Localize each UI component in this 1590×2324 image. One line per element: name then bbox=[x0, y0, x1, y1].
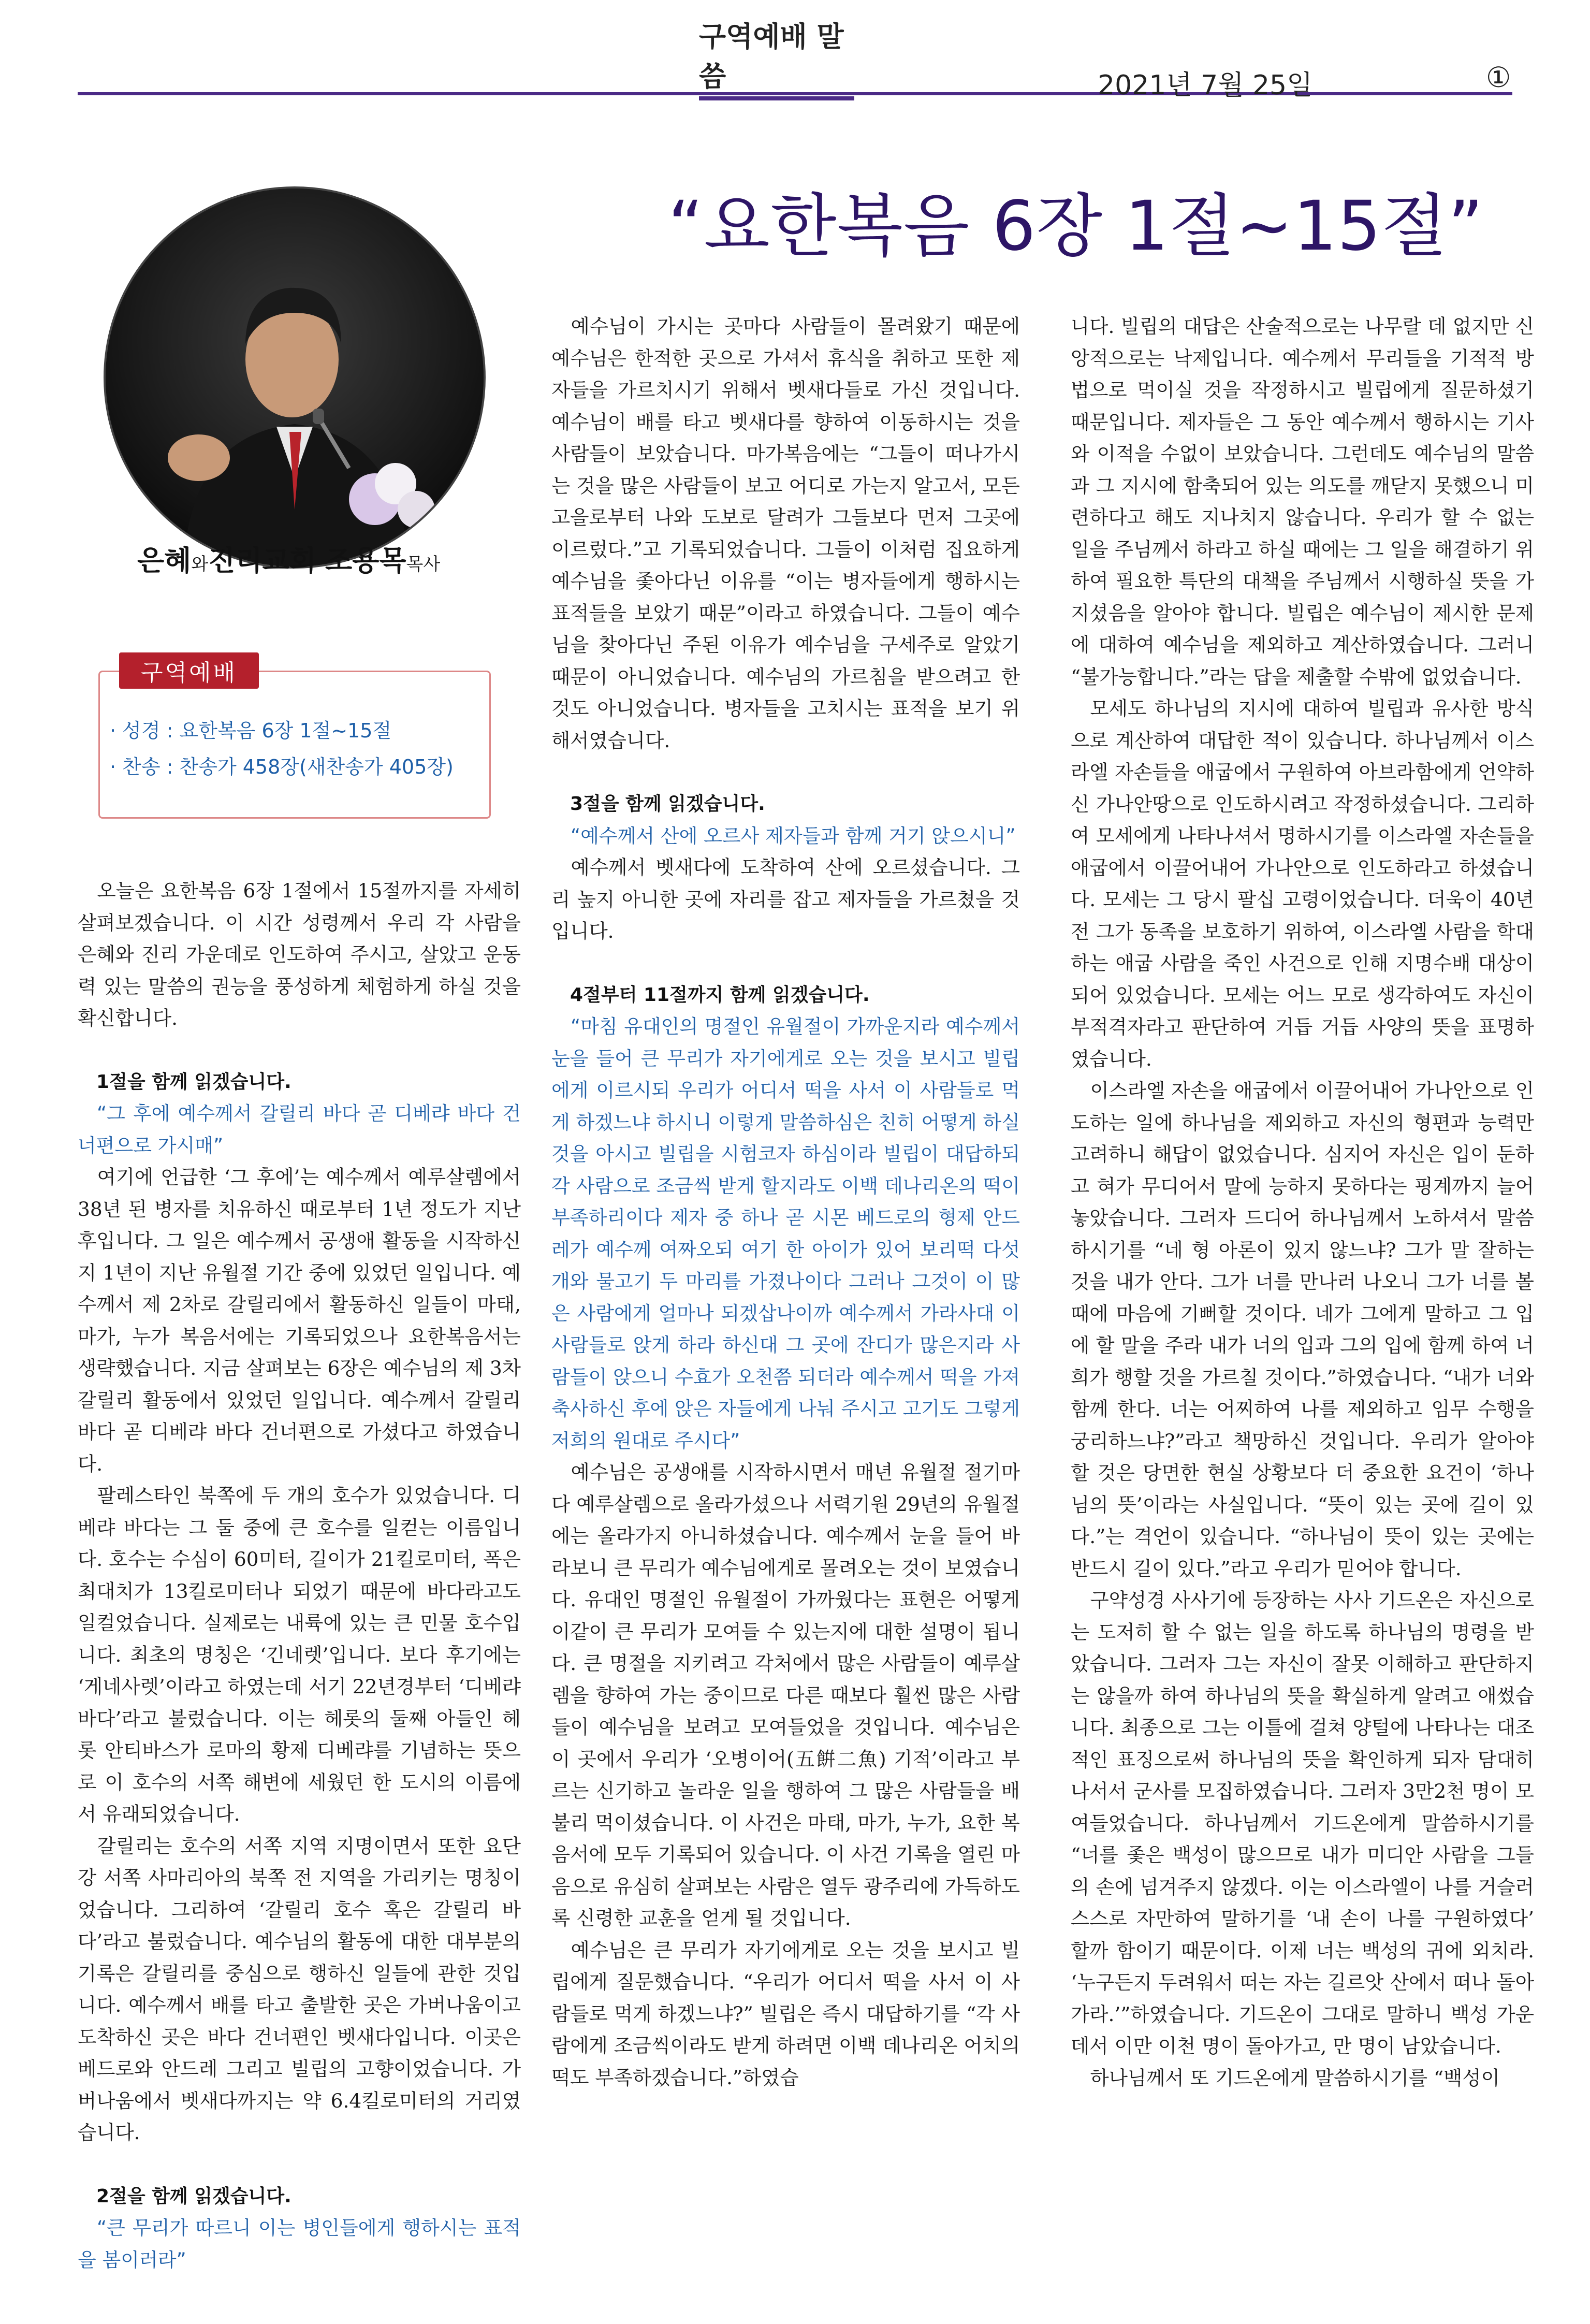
pastor-title: 목사 bbox=[406, 554, 441, 575]
worship-info-box bbox=[98, 652, 492, 818]
scripture-reference: · 성경 : 요한복음 6장 1절~15절 bbox=[110, 719, 392, 742]
pastor-name: 조용목 bbox=[325, 544, 406, 577]
section-heading: 4절부터 11절까지 함께 읽겠습니다. bbox=[570, 984, 870, 1006]
section-heading: 3절을 함께 읽겠습니다. bbox=[570, 793, 765, 815]
paragraph: 구약성경 사사기에 등장하는 사사 기드온은 자신으로는 도저히 할 수 없는 일을 하도록 하나님의 명령을 받았습니다. 그러자 그는 자신이 잘못 이해하고 판단하지는 않을까 하여 하나님의 뜻을 확실하게 알려고 애썼습니다. 최종으로 그는 이틀에 걸쳐 양털에 나타나는 대조적인 표징으로써 하나님의 뜻을 확인하게 되자 담대히 나서서 군사를 모집하였습니다. 그러자 3만2천 명이 모여들었습니다. 하나님께서 기드온에게 말씀하시기를 “너를 좇은 백성이 많으므로 내가 미디안 사람을 그들의 손에 넘겨주지 않겠다. 이는 이스라엘이 나를 거슬러 스스로 자만하여 말하기를 ‘내 손이 나를 구원하였다’ 할까 함이기 때문이다. 이제 너는 백성의 귀에 외치라. ‘누구든지 두려워서 떠는 자는 길르앗 산에서 떠나 돌아가라.’”하였습니다. 기드온이 그대로 말하니 백성 가운데서 이만 이천 명이 돌아가고, 만 명이 남았습니다. bbox=[1071, 1589, 1534, 2057]
section-heading: 1절을 함께 읽겠습니다. bbox=[96, 1071, 291, 1093]
paragraph: 이스라엘 자손을 애굽에서 이끌어내어 가나안으로 인도하는 일에 하나님을 제외하고 자신의 형편과 능력만 고려하니 해답이 없었습니다. 심지어 자신은 입이 둔하고 혀가 무디어서 말에 능하지 못하다는 핑계까지 늘어놓았습니다. 그러자 드디어 하나님께서 노하셔서 말씀하시기를 “네 형 아론이 있지 않느냐? 그가 말 잘하는 것을 내가 안다. 그가 너를 만나러 나오니 그가 너를 볼 때에 마음에 기뻐할 것이다. 네가 그에게 말하고 그 입에 할 말을 주라 내가 너의 입과 그의 입에 함께 하여 너희가 행할 것을 가르칠 것이다.”하였습니다. “내가 너와 함께 한다. 너는 어찌하여 나를 제외하고 임무 수행을 궁리하느냐?”라고 책망하신 것입니다. 우리가 알아야 할 것은 당면한 현실 상황보다 더 중요한 요건이 ‘하나님의 뜻’이라는 사실입니다. “뜻이 있는 곳에 길이 있다.”는 격언이 있습니다. “하나님이 뜻이 있는 곳에는 반드시 길이 있다.”라고 우리가 믿어야 합니다. bbox=[1071, 1079, 1534, 1580]
bulletin-title: 구역예배 말씀 bbox=[699, 58, 854, 100]
scripture-quote: “큰 무리가 따르니 이는 병인들에게 행하시는 표적을 봄이러라” bbox=[78, 2217, 521, 2271]
scripture-quote: “그 후에 예수께서 갈릴리 바다 곧 디베랴 바다 건너편으로 가시매” bbox=[78, 1102, 521, 1157]
paragraph: 예수님은 큰 무리가 자기에게로 오는 것을 보시고 빌립에게 질문했습니다. “우리가 어디서 떡을 사서 이 사람들로 먹게 하겠느냐?” 빌립은 즉시 대답하기를 “각 사람에게 조금씩이라도 받게 하려면 이백 데나리온 어치의 떡도 부족하겠습니다.”하였습 bbox=[551, 1938, 1020, 2089]
paragraph: 팔레스타인 북쪽에 두 개의 호수가 있었습니다. 디베랴 바다는 그 둘 중에 큰 호수를 일컫는 이름입니다. 호수는 수심이 60미터, 길이가 21킬로미터, 폭은 최대치가 13킬로미터나 되었기 때문에 바다라고도 일컬었습니다. 실제로는 내륙에 있는 큰 민물 호수입니다. 최초의 명칭은 ‘긴네렛’입니다. 보다 후기에는 ‘게네사렛’이라고 하였는데 서기 22년경부터 ‘디베랴 바다’라고 불렀습니다. 이는 헤롯의 둘째 아들인 헤롯 안티바스가 로마의 황제 디베랴를 기념하는 뜻으로 이 호수의 서쪽 해변에 세웠던 한 도시의 이름에서 유래되었습니다. bbox=[78, 1484, 521, 1825]
church-name-part1: 은혜 bbox=[137, 544, 192, 577]
bulletin-date: 2021년 7월 25일 bbox=[1098, 70, 1313, 101]
paragraph: 갈릴리는 호수의 서쪽 지역 지명이면서 또한 요단강 서쪽 사마리아의 북쪽 전 지역을 가리키는 명칭이었습니다. 그리하여 ‘갈릴리 호수 혹은 갈릴리 바다’라고 불렀습니다. 예수님의 활동에 대한 대부분의 기록은 갈릴리를 중심으로 행하신 일들에 관한 것입니다. 예수께서 배를 타고 출발한 곳은 가버나움이고 도착하신 곳은 바다 건너편인 벳새다입니다. 이곳은 베드로와 안드레 그리고 빌립의 고향이었습니다. 가버나움에서 벳새다까지는 약 6.4킬로미터의 거리였습니다. bbox=[78, 1834, 521, 2144]
worship-info-label: 구역예배 bbox=[119, 652, 259, 689]
paragraph: 예수님은 공생애를 시작하시면서 매년 유월절 절기마다 예루살렘으로 올라가셨으나 서력기원 29년의 유월절에는 올라가지 아니하셨습니다. 예수께서 눈을 들어 바라보니 큰 무리가 예수님에게로 몰려오는 것이 보였습니다. 유대인 명절인 유월절이 가까웠다는 표현은 어떻게 이같이 큰 무리가 모여들 수 있는지에 대한 설명이 됩니다. 큰 명절을 지키려고 각처에서 많은 사람들이 예루살렘을 향하여 가는 중이므로 다른 때보다 훨씬 많은 사람들이 예수님을 보려고 모여들었을 것입니다. 예수님은 이 곳에서 우리가 ‘오병이어(五餠二魚) 기적’이라고 부르는 신기하고 놀라운 일을 행하여 그 많은 사람들을 배불리 먹이셨습니다. 이 사건은 마태, 마가, 누가, 요한 복음서에 모두 기록되어 있습니다. 이 사건 기록을 열린 마음으로 유심히 살펴보는 사람은 열두 광주리에 가득하도록 신령한 교훈을 얻게 될 것입니다. bbox=[551, 1461, 1020, 1929]
church-name-part2: 진리교회 bbox=[208, 544, 316, 577]
pastor-photo bbox=[104, 186, 486, 569]
scripture-quote: “마침 유대인의 명절인 유월절이 가까운지라 예수께서 눈을 들어 큰 무리가 자기에게로 오는 것을 보시고 빌립에게 이르시되 우리가 어디서 떡을 사서 이 사람들로 먹게 하겠느냐 하시니 이렇게 말씀하심은 친히 어떻게 하실 것을 아시고 빌립을 시험코자 하심이라 빌립이 대답하되 각 사람으로 조금씩 받게 할지라도 이백 데나리온의 떡이 부족하리이다 제자 중 하나 곧 시몬 베드로의 형제 안드레가 예수께 여짜오되 여기 한 아이가 있어 보리떡 다섯 개와 물고기 두 마리를 가졌나이다 그러나 그것이 이 많은 사람에게 얼마나 되겠삽나이까 예수께서 가라사대 이 사람들로 앉게 하라 하신대 그 곳에 잔디가 많은지라 사람들이 앉으니 수효가 오천쯤 되더라 예수께서 떡을 가져 축사하신 후에 앉은 자들에게 나눠 주시고 고기도 그렇게 저희의 원대로 주시다” bbox=[551, 1015, 1020, 1452]
paragraph: 여기에 언급한 ‘그 후에’는 예수께서 예루살렘에서 38년 된 병자를 치유하신 때로부터 1년 정도가 지난 후입니다. 그 일은 예수께서 공생애 활동을 시작하신 지 1년이 지난 유월절 기간 중에 있었던 일입니다. 예수께서 제 2차로 갈릴리에서 활동하신 일들이 마태, 마가, 누가 복음서에는 기록되었으나 요한복음서는 생략했습니다. 지금 살펴보는 6장은 예수님의 제 3차 갈릴리 활동에서 있었던 일입니다. 예수께서 갈릴리 바다 곧 디베랴 바다 건너편으로 가셨다고 하였습니다. bbox=[78, 1166, 521, 1475]
church-name-connector: 와 bbox=[191, 554, 209, 575]
paragraph: 니다. 빌립의 대답은 산술적으로는 나무랄 데 없지만 신앙적으로는 낙제입니다. 예수께서 무리들을 기적적 방법으로 먹이실 것을 작정하시고 빌립에게 질문하셨기 때문입니다. 제자들은 그 동안 예수께서 행하시는 기사와 이적을 수없이 보았습니다. 그런데도 예수님의 말씀과 그 지시에 함축되어 있는 의도를 깨닫지 못했으니 미련하다고 해도 지나치지 않습니다. 우리가 할 수 없는 일을 주님께서 하라고 하실 때에는 그 일을 해결하기 위하여 필요한 특단의 대책을 주님께서 시행하실 뜻을 가지셨음을 알아야 합니다. 빌립은 예수님이 제시한 문제에 대하여 예수님을 제외하고 계산하였습니다. 그러니 “불가능합니다.”라는 답을 제출할 수밖에 없었습니다. bbox=[1071, 315, 1534, 688]
worship-info-frame bbox=[98, 671, 491, 819]
column-3 bbox=[1071, 311, 1534, 2094]
paragraph: 하나님께서 또 기드온에게 말씀하시기를 “백성이 bbox=[1090, 2066, 1500, 2089]
sermon-title: “요한복음 6장 1절~15절” bbox=[668, 186, 1484, 266]
paragraph: 예수님이 가시는 곳마다 사람들이 몰려왔기 때문에 예수님은 한적한 곳으로 가셔서 휴식을 취하고 또한 제자들을 가르치시기 위해서 벳새다들로 가신 것입니다. 예수님이 배를 타고 벳새다를 향하여 이동하시는 것을 사람들이 보았습니다. 마가복음에는 “그들이 떠나가시는 것을 많은 사람들이 보고 어디로 가는지 알고서, 모든 고을로부터 나와 도보로 달려가 그들보다 먼저 그곳에 이르렀다.”고 기록되었습니다. 그들이 이처럼 집요하게 예수님을 좇아다닌 이유를 “이는 병자들에게 행하시는 표적들을 보았기 때문”이라고 하였습니다. 그들이 예수님을 찾아다닌 주된 이유가 예수님을 구세주로 알았기 때문이 아니었습니다. 예수님의 가르침을 받으려고 한 것도 아니었습니다. 병자들을 고치시는 표적을 보기 위해서였습니다. bbox=[551, 315, 1020, 752]
page-number: ① bbox=[1486, 61, 1511, 94]
paragraph: 모세도 하나님의 지시에 대하여 빌립과 유사한 방식으로 계산하여 대답한 적이 있습니다. 하나님께서 이스라엘 자손들을 애굽에서 구원하여 아브라함에게 언약하신 가나안땅으로 인도하시려고 작정하셨습니다. 그리하여 모세에게 나타나셔서 명하시기를 이스라엘 자손들을 애굽에서 이끌어내어 가나안으로 인도하라고 하셨습니다. 모세는 그 당시 팔십 고령이었습니다. 더욱이 40년 전 그가 동족을 보호하기 위하여, 이스라엘 사람을 학대하는 애굽 사람을 죽인 사건으로 인해 지명수배 대상이 되어 있었습니다. 모세는 어느 모로 생각하여도 자신이 부적격자라고 판단하여 거듭 거듭 사양의 뜻을 표명하였습니다. bbox=[1071, 697, 1534, 1070]
hymn-reference: · 찬송 : 찬송가 458장(새찬송가 405장) bbox=[110, 756, 454, 778]
section-heading: 2절을 함께 읽겠습니다. bbox=[96, 2185, 291, 2207]
pastor-caption bbox=[137, 539, 440, 578]
paragraph: 예수께서 벳새다에 도착하여 산에 오르셨습니다. 그리 높지 아니한 곳에 자리를 잡고 제자들을 가르쳤을 것입니다. bbox=[551, 856, 1020, 942]
column-1 bbox=[78, 875, 521, 2276]
scripture-quote: “예수께서 산에 오르사 제자들과 함께 거기 앉으시니” bbox=[571, 824, 1016, 847]
column-2 bbox=[551, 311, 1020, 2094]
paragraph: 오늘은 요한복음 6장 1절에서 15절까지를 자세히 살펴보겠습니다. 이 시간 성령께서 우리 각 사람을 은혜와 진리 가운데로 인도하여 주시고, 살았고 운동력 있는 말씀의 권능을 풍성하게 체험하게 하실 것을 확신합니다. bbox=[78, 879, 521, 1029]
